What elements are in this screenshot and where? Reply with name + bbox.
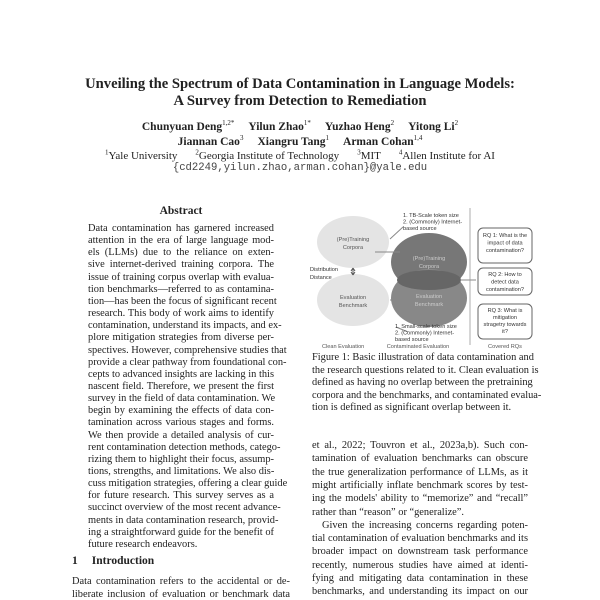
author-name: Chunyuan Deng [141,120,223,133]
text-line: fying and mitigating data contamination in these [312,573,528,584]
paper-title [0,76,600,110]
text-line: cepts to advanced insights are lacking in this [88,368,274,380]
rq2-text: RQ 2: How to [488,272,522,278]
text-line: plore mitigation strategies from diverse per- [88,332,274,344]
contaminated-corpus-label: Corpora [418,264,440,270]
author-affiliation-mark: 2 [390,119,395,127]
text-line: Data contamination has garnered increased [88,223,274,234]
text-line: tion is defined as significant overlap between it. [312,402,512,414]
affiliation-mark: 3 [357,148,361,156]
text-line: future research endeavors. [88,538,198,550]
text-line: provide a clear pathway from foundational con- [88,356,287,368]
author-name: Jiannan Cao [177,135,240,148]
authors-line-2 [0,131,600,149]
benchmark-notes: based source [395,337,429,343]
author-affiliation-mark: 1,4 [413,134,423,142]
contaminated-benchmark-label: Evaluation [415,294,443,300]
text-line: research. This body of work aims to identify [88,308,274,320]
text-line: tions, strengths, and limitations. We also dis- [88,466,275,477]
rq3-text: RQ 3: What is [487,308,523,314]
benchmark-notes: 2. (Commonly) Internet- [395,330,455,337]
text-line: liberate inclusion of evaluation or benchmark data [72,588,290,600]
benchmark-notes: 1. Small-scale token size [395,324,457,330]
text-line: succinct overview of the most recent advance- [88,502,281,514]
figure-column-label: Contaminated Evaluation [386,344,450,350]
text-line: for future research. This survey serves as a [88,490,274,502]
text-line: tamination across various stages and forms. [88,417,274,429]
author [257,136,329,148]
email: {cd2249,yilun.zhao,arman.cohan}@yale.edu [172,162,428,174]
section-number: 1 [72,555,78,567]
affiliation-name: Georgia Institute of Technology [198,149,340,162]
distance-label: Distribution [310,267,338,273]
figure-1-diagram [300,200,540,350]
text-line: the true generalization performance of LLMs, as it [312,466,528,478]
clean-corpus-label: Corpora [342,245,364,251]
affiliation-name: Allen Institute for AI [402,149,495,162]
text-line: tion—has been the focus of significant recent [88,295,277,307]
text-line: spectives. However, comprehensive studies that [88,344,287,356]
affiliation [195,150,339,162]
clean-benchmark-label: Benchmark [338,303,368,309]
text-line: tamination of evaluation benchmarks can obscure [312,453,528,465]
text-line: might artificially inflate benchmark scores by test- [312,479,528,491]
title-line: A Survey from Detection to Remediation [173,93,427,109]
text-line: rather than “reason” or “generalize”. [312,506,465,518]
author-affiliation-mark: 1* [303,119,311,127]
affiliations [0,148,600,162]
author-affiliation-mark: 3 [239,134,244,142]
affiliation-name: Yale University [108,149,178,162]
author-name: Yuzhao Heng [324,120,391,133]
text-line: ing the models' ability to “memorize” and “recall” [312,493,528,505]
contaminated-benchmark-label: Benchmark [414,302,444,308]
affiliation-mark: 1 [105,148,109,156]
text-line: sive internet-derived training corpora. The [88,259,274,271]
text-line: survey in the field of data contamination. We [88,393,276,405]
text-line: et al., 2022; Touvron et al., 2023a,b). Such con- [312,440,528,451]
clean-benchmark-label: Evaluation [339,295,367,301]
author [178,136,244,148]
text-line: defined as having no overlap between the pretraining [312,377,533,389]
affiliation [105,150,177,162]
section-heading-introduction [72,555,154,567]
rq3-text: stragetry towards [483,322,527,328]
text-line: contamination, understand its impacts, and ex- [88,320,282,332]
text-line: begin by examining the effects of data con- [88,405,274,417]
text-line: rent contamination detection methods, catego- [88,441,281,453]
corpus-notes: based source [403,226,437,232]
author-name: Arman Cohan [343,135,414,148]
text-line: recently, numerous studies have aimed at identi- [312,559,528,571]
text-line: Data contamination refers to the accidental or de- [72,576,290,587]
text-line: Figure 1: Basic illustration of data contamination and [312,352,534,363]
contaminated-corpus-label: (Pre)Training [412,256,446,262]
corpus-notes: 2. (Commonly) Internet- [403,219,463,226]
clean-corpus-label: (Pre)Training [336,237,370,243]
text-line: nascent field. Therefore, we present the first [88,380,274,392]
text-line: We then provide a detailed analysis of cur- [88,429,274,441]
rq1-text: contamination? [486,248,524,254]
affiliation-name: MIT [360,149,381,162]
affiliation-mark: 2 [195,148,199,156]
text-line: cuss mitigation strategies, offering a clear guide [88,478,288,490]
rq1-text: RQ 1: What is the [482,233,528,239]
affiliation [399,150,495,162]
affiliation [357,150,381,162]
rq3-text: mitigation [493,315,517,321]
text-line: Given the increasing concerns regarding poten- [322,519,528,531]
author-affiliation-mark: 1,2* [222,119,235,127]
section-title: Introduction [91,555,155,567]
author-name: Yilun Zhao [248,120,304,133]
figure-column-label: Clean Evaluation [322,344,365,350]
text-line: tial contamination of evaluation benchmarks and its [312,533,528,545]
author [343,136,422,148]
rq2-text: contamination? [486,287,524,293]
text-line: benchmarks, and understanding its impact on our [312,586,528,598]
text-line: corpora and the benchmarks, and contaminated evalua- [312,389,542,401]
distance-arrow [351,268,355,275]
rq2-text: detect data [491,279,519,286]
author-affiliation-mark: 1 [325,134,330,142]
text-line: ments in data contamination research, provid- [88,514,279,526]
text-line: els (LLMs) due to the reliance on exten- [88,247,274,259]
author-name: Yitong Li [408,120,455,133]
text-line: ing a straightforward guide for the benefit of [88,526,274,538]
title-line: Unveiling the Spectrum of Data Contamination in Language Models: [85,76,515,92]
text-line: the research questions related to it. Clean evaluation is [312,364,539,376]
abstract-heading: Abstract [159,205,203,217]
text-line: rizing them to highlight their focus, assump- [88,453,274,465]
corpus-notes: 1. TB-Scale token size [403,213,459,219]
text-line: issue of training corpus overlap with evalua- [88,271,274,283]
distance-label: Distance [310,275,332,281]
figure-column-label: Covered RQs [488,344,522,350]
text-line: broader impact on downstream task performance [312,546,528,558]
author-name: Xiangru Tang [257,135,326,148]
affiliation-mark: 4 [398,148,403,156]
author-affiliation-mark: 2 [454,119,459,127]
rq3-text: it? [502,329,508,335]
rq1-text: impact of data [487,240,523,247]
text-line: tion benchmarks—referred to as contamina- [88,283,274,295]
text-line: attention in the era of large language mod- [88,235,274,247]
